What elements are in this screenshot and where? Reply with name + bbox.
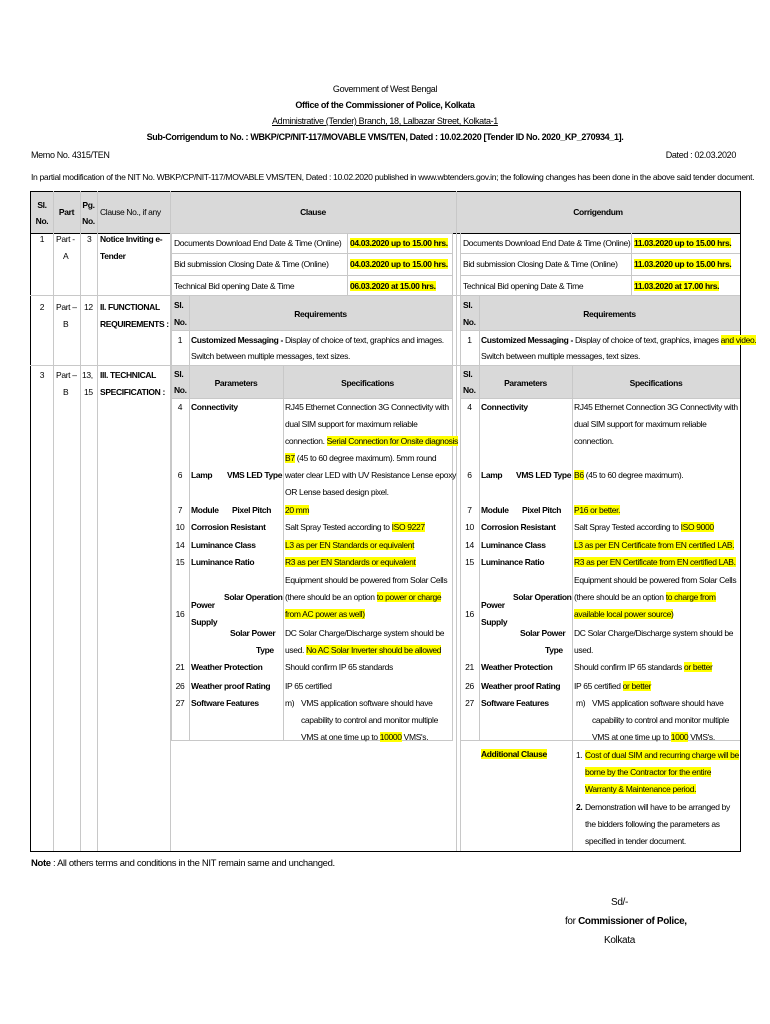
r-power-no: 16: [465, 609, 474, 619]
l-conn-spec-2: dual SIM support for maximum reliable: [285, 419, 418, 429]
row2-r-item-no: 1: [467, 335, 472, 345]
r-power-1: Power: [481, 600, 505, 610]
l-lum-spec: L3 as per EN Standards or equivalent: [285, 540, 415, 550]
l-power-no: 16: [175, 609, 185, 619]
row2-r-subhead-sl-1: Sl.: [463, 300, 473, 310]
l-solar-op-spec-2: (there should be an option to power or charge: [285, 592, 442, 602]
row3-l-subhead-params: Parameters: [214, 378, 258, 388]
row2-l-subhead-req: Requirements: [294, 309, 347, 319]
header-branch: Administrative (Tender) Branch, 18, Lalbazar Street, Kolkata-1: [272, 116, 498, 126]
r-solar-op-spec-3: available local power source): [574, 609, 674, 619]
row3-r-subhead-specs: Specifications: [629, 378, 683, 388]
l-lamp-spec-2: water clear LED with UV Resistance Lense epoxy: [285, 470, 456, 480]
signature-for: for Commissioner of Police,: [565, 916, 687, 927]
l-lamp-spec-3: OR Lense based design pixel.: [285, 487, 389, 497]
r-lum-no: 14: [465, 540, 474, 550]
row3-pg-2: 15: [84, 387, 93, 397]
r-add2-line1: Demonstration will have to be arranged by: [585, 802, 730, 812]
row2-r-item-line1: Customized Messaging - Display of choice of text, graphics, images and video.: [481, 335, 757, 345]
head-clause-no: Clause No., if any: [100, 207, 161, 217]
r-corr-no: 10: [465, 522, 474, 532]
r-corr-spec: Salt Spray Tested according to ISO 9000: [574, 522, 714, 532]
r3-l-vline3: [452, 366, 453, 741]
r2-l-vline2: [452, 296, 453, 365]
row1-sl: 1: [39, 234, 45, 244]
r-add1-no: 1.: [576, 750, 583, 760]
l-solar-pw-spec-1: DC Solar Charge/Discharge system should be: [285, 628, 445, 638]
header-government: Government of West Bengal: [332, 84, 438, 94]
row2-r-subhead-sl-2: No.: [463, 317, 476, 327]
grid-row2-bottom: [30, 365, 740, 366]
memo-number: Memo No. 4315/TEN: [31, 150, 110, 160]
l-solar-op-spec-1: Equipment should be powered from Solar Cells: [285, 575, 448, 585]
row1-part-2: A: [63, 251, 69, 261]
table-top-border: [30, 191, 741, 192]
row1-clause-value-2: 04.03.2020 up to 15.00 hrs.: [350, 259, 448, 269]
row2-pg: 12: [84, 302, 93, 312]
r-soft-no: 27: [465, 698, 474, 708]
r-soft-label: Software Features: [481, 698, 549, 708]
row3-part-1: Part –: [56, 370, 77, 380]
row1-clause-value-3: 06.03.2020 at 15.00 hrs.: [350, 281, 436, 291]
r2-l-line1: [171, 330, 452, 331]
row3-clause-name-1: III. TECHNICAL: [100, 370, 157, 380]
r-add1-line2: borne by the Contractor for the entire: [585, 767, 712, 777]
l-corr-label: Corrosion Resistant: [191, 522, 266, 532]
row3-clause-name-2: SPECIFICATION :: [100, 387, 165, 397]
row3-l-subhead-sl-2: No.: [174, 385, 187, 395]
r-weather-label: Weather Protection: [481, 662, 553, 672]
l-module-sub: Pixel Pitch: [232, 505, 272, 515]
r-lamp-label: Lamp: [481, 470, 503, 480]
r-solar-pw-spec-1: DC Solar Charge/Discharge system should be: [574, 628, 734, 638]
head-pg-2: No.: [82, 216, 95, 226]
r-conn-spec-1: RJ45 Ethernet Connection 3G Connectivity with: [574, 402, 738, 412]
r1-l-vline2: [452, 233, 453, 295]
l-weather-no: 21: [175, 662, 185, 672]
r-soft-m: m): [576, 698, 586, 708]
r1-r-vline1: [631, 233, 632, 295]
l-wproof-spec: IP 65 certified: [285, 681, 332, 691]
memo-date: Dated : 02.03.2020: [665, 150, 736, 160]
l-lamp-label: Lamp: [191, 470, 213, 480]
row1-clause-label-1: Documents Download End Date & Time (Online): [174, 238, 342, 248]
row1-clause-label-2: Bid submission Closing Date & Time (Online): [174, 259, 329, 269]
row2-r-subhead-req: Requirements: [583, 309, 636, 319]
r1-l-vline0: [171, 233, 172, 295]
row1-corr-label-3: Technical Bid opening Date & Time: [463, 281, 584, 291]
r1-l-line1: [171, 253, 452, 254]
r-conn-label: Connectivity: [481, 402, 528, 412]
r-lum-label: Luminance Class: [481, 540, 546, 550]
l-solar-pw-1: Solar Power: [230, 628, 276, 638]
l-conn-spec-1: RJ45 Ethernet Connection 3G Connectivity with: [285, 402, 449, 412]
r1-l-line3: [171, 295, 452, 296]
row1-clause-value-1: 04.03.2020 up to 15.00 hrs.: [350, 238, 448, 248]
r-add2-no: 2.: [576, 802, 583, 812]
row1-corr-value-2: 11.03.2020 up to 15.00 hrs.: [634, 259, 732, 269]
r-corr-label: Corrosion Resistant: [481, 522, 556, 532]
r-ratio-no: 15: [465, 557, 474, 567]
r-solar-op: Solar Operation: [513, 592, 572, 602]
l-lum-no: 14: [175, 540, 185, 550]
r-soft-spec-2: capability to control and monitor multiple: [592, 715, 729, 725]
r-add2-line3: specified in tender document.: [585, 836, 686, 846]
row2-l-item-line2: Switch between multiple messages, text sizes.: [191, 351, 351, 361]
head-part: Part: [58, 207, 75, 217]
row2-r-item-line2: Switch between multiple messages, text sizes.: [481, 351, 641, 361]
l-soft-no: 27: [175, 698, 185, 708]
r1-l-line0: [171, 233, 452, 234]
r-module-sub: Pixel Pitch: [522, 505, 562, 515]
l-solar-pw-spec-2: used. No AC Solar Inverter should be allowed: [285, 645, 442, 655]
r3-r-vline2: [572, 366, 573, 851]
l-module-spec: 20 mm: [285, 505, 310, 515]
r-ratio-label: Luminance Ratio: [481, 557, 545, 567]
l-wproof-no: 26: [175, 681, 185, 691]
l-soft-spec-2: capability to control and monitor multiple: [301, 715, 438, 725]
r-wproof-no: 26: [465, 681, 474, 691]
row1-corr-label-1: Documents Download End Date & Time (Online): [463, 238, 631, 248]
l-corr-spec: Salt Spray Tested according to ISO 9227: [285, 522, 425, 532]
l-solar-op-spec-3: from AC power as well): [285, 609, 365, 619]
r-solar-op-spec-1: Equipment should be powered from Solar Cells: [574, 575, 737, 585]
r-power-2: Supply: [481, 617, 508, 627]
r-lamp-spec: B6 (45 to 60 degree maximum).: [574, 470, 684, 480]
r1-r-vline0: [460, 233, 461, 295]
row1-pg: 3: [87, 234, 92, 244]
header-subject: Sub-Corrigendum to No. : WBKP/CP/NIT-117/MOVABLE VMS/TEN, Dated : 10.02.2020 [Tender ID No. 2020_KP_270934_1].: [146, 132, 624, 142]
r-add1-line1: Cost of dual SIM and recurring charge will be: [585, 750, 739, 760]
r-add2-line2: the bidders following the parameters as: [585, 819, 720, 829]
row1-part-1: Part -: [56, 234, 75, 244]
r-module-spec: P16 or better.: [574, 505, 621, 515]
r-module-no: 7: [467, 505, 472, 515]
r3-r-line1: [460, 398, 740, 399]
r-weather-spec: Should confirm IP 65 standards or better: [574, 662, 713, 672]
r-lamp-no: 6: [467, 470, 472, 480]
l-power-2: Supply: [191, 617, 218, 627]
table-right-border: [740, 191, 741, 852]
intro-paragraph: In partial modification of the NIT No. WBKP/CP/NIT-117/MOVABLE VMS/TEN, Dated : 10.02.2020 published in www.wbtenders.gov.in; the following changes has been done in the above said tender document.: [31, 172, 755, 182]
row2-sl: 2: [39, 302, 45, 312]
r-additional-clause: Additional Clause: [481, 749, 547, 759]
l-lum-label: Luminance Class: [191, 540, 256, 550]
footer-note: Note : All others terms and conditions in the NIT remain same and unchanged.: [31, 858, 335, 869]
row3-part-2: B: [63, 387, 69, 397]
grid-col-sl: [53, 191, 54, 851]
row2-l-subhead-sl-1: Sl.: [174, 300, 184, 310]
l-ratio-label: Luminance Ratio: [191, 557, 255, 567]
r-solar-pw-1: Solar Power: [520, 628, 566, 638]
head-sl-2: No.: [35, 216, 49, 226]
l-soft-label: Software Features: [191, 698, 259, 708]
l-ratio-spec: R3 as per EN Standards or equivalent: [285, 557, 416, 567]
r-conn-spec-3: connection.: [574, 436, 614, 446]
r-soft-spec-1: VMS application software should have: [592, 698, 724, 708]
l-power-1: Power: [191, 600, 215, 610]
r-weather-no: 21: [465, 662, 474, 672]
row1-clause-name-1: Notice Inviting e-: [100, 234, 163, 244]
l-module-no: 7: [177, 505, 183, 515]
row3-r-subhead-sl-2: No.: [463, 385, 476, 395]
grid-col-pg: [97, 191, 98, 851]
row2-l-subhead-sl-2: No.: [174, 317, 187, 327]
row2-l-item-no: 1: [177, 335, 183, 345]
l-conn-label: Connectivity: [191, 402, 238, 412]
row2-part-1: Part –: [56, 302, 77, 312]
row1-corr-label-2: Bid submission Closing Date & Time (Online): [463, 259, 618, 269]
l-soft-spec-3: VMS at one time up to 10000 VMS's.: [301, 732, 429, 742]
row3-l-subhead-sl-1: Sl.: [174, 369, 184, 379]
r-conn-no: 4: [467, 402, 472, 412]
l-conn-no: 4: [177, 402, 183, 412]
row1-clause-name-2: Tender: [100, 251, 126, 261]
l-lamp-spec-1: B7 (45 to 60 degree maximum). 5mm round: [285, 453, 437, 463]
r-solar-pw-spec-2: used.: [574, 645, 594, 655]
l-corr-no: 10: [175, 522, 185, 532]
signature-sd: Sd/-: [611, 897, 628, 908]
r-solar-pw-2: Type: [545, 645, 563, 655]
r3-l-vline2: [283, 366, 284, 741]
header-office: Office of the Commissioner of Police, Kolkata: [295, 100, 475, 110]
r1-l-vline1: [347, 233, 348, 295]
signature-city: Kolkata: [604, 935, 635, 946]
row1-corr-value-3: 11.03.2020 at 17.00 hrs.: [634, 281, 720, 291]
r3-l-vline1: [189, 366, 190, 741]
r-soft-spec-3: VMS at one time up to 1000 VMS's.: [592, 732, 715, 742]
row3-l-subhead-specs: Specifications: [341, 378, 394, 388]
l-lamp-sub: VMS LED Type: [227, 470, 283, 480]
r1-r-line1: [460, 253, 740, 254]
r1-l-line2: [171, 275, 452, 276]
r1-r-line2: [460, 275, 740, 276]
row2-clause-name-1: II. FUNCTIONAL: [100, 302, 160, 312]
row1-corr-value-1: 11.03.2020 up to 15.00 hrs.: [634, 238, 732, 248]
grid-col-part: [80, 191, 81, 851]
l-module-label: Module: [191, 505, 219, 515]
head-sl-1: Sl.: [37, 200, 47, 210]
row2-l-item-line1: Customized Messaging - Display of choice of text, graphics and images.: [191, 335, 444, 345]
r-ratio-spec: R3 as per EN Certificate from EN certified LAB.: [574, 557, 736, 567]
l-ratio-no: 15: [175, 557, 185, 567]
l-conn-spec-3: connection. Serial Connection for Onsite diagnosis: [285, 436, 458, 446]
r-module-label: Module: [481, 505, 509, 515]
l-weather-label: Weather Protection: [191, 662, 263, 672]
l-lamp-no: 6: [177, 470, 183, 480]
l-solar-pw-2: Type: [256, 645, 274, 655]
r-conn-spec-2: dual SIM support for maximum reliable: [574, 419, 707, 429]
l-soft-spec-1: VMS application software should have: [301, 698, 433, 708]
row2-part-2: B: [63, 319, 69, 329]
r2-r-line1: [460, 330, 740, 331]
row3-r-subhead-sl-1: Sl.: [463, 369, 473, 379]
l-solar-op: Solar Operation: [224, 592, 283, 602]
r3-r-vline1: [479, 366, 480, 741]
r3-l-line1: [171, 398, 452, 399]
head-pg-1: Pg.: [82, 200, 95, 210]
r-lamp-sub: VMS LED Type: [516, 470, 572, 480]
r-solar-op-spec-2: (there should be an option to charge from: [574, 592, 716, 602]
row3-r-subhead-params: Parameters: [504, 378, 547, 388]
l-wproof-label: Weather proof Rating: [191, 681, 271, 691]
head-clause: Clause: [300, 207, 326, 217]
r-add1-line3: Warranty & Maintenance period.: [585, 784, 697, 794]
row3-pg-1: 13,: [82, 370, 93, 380]
l-weather-spec: Should confirm IP 65 standards: [285, 662, 393, 672]
grid-col-clause: [456, 191, 457, 851]
table-bottom-border: [30, 851, 741, 852]
r-wproof-spec: IP 65 certified or better: [574, 681, 652, 691]
head-corrigendum: Corrigendum: [573, 207, 623, 217]
r-wproof-label: Weather proof Rating: [481, 681, 561, 691]
r-lum-spec: L3 as per EN Certificate from EN certified LAB.: [574, 540, 735, 550]
row2-clause-name-2: REQUIREMENTS :: [100, 319, 169, 329]
l-soft-m: m): [285, 698, 295, 708]
row3-sl: 3: [39, 370, 45, 380]
row1-clause-label-3: Technical Bid opening Date & Time: [174, 281, 295, 291]
table-left-border: [30, 191, 31, 852]
